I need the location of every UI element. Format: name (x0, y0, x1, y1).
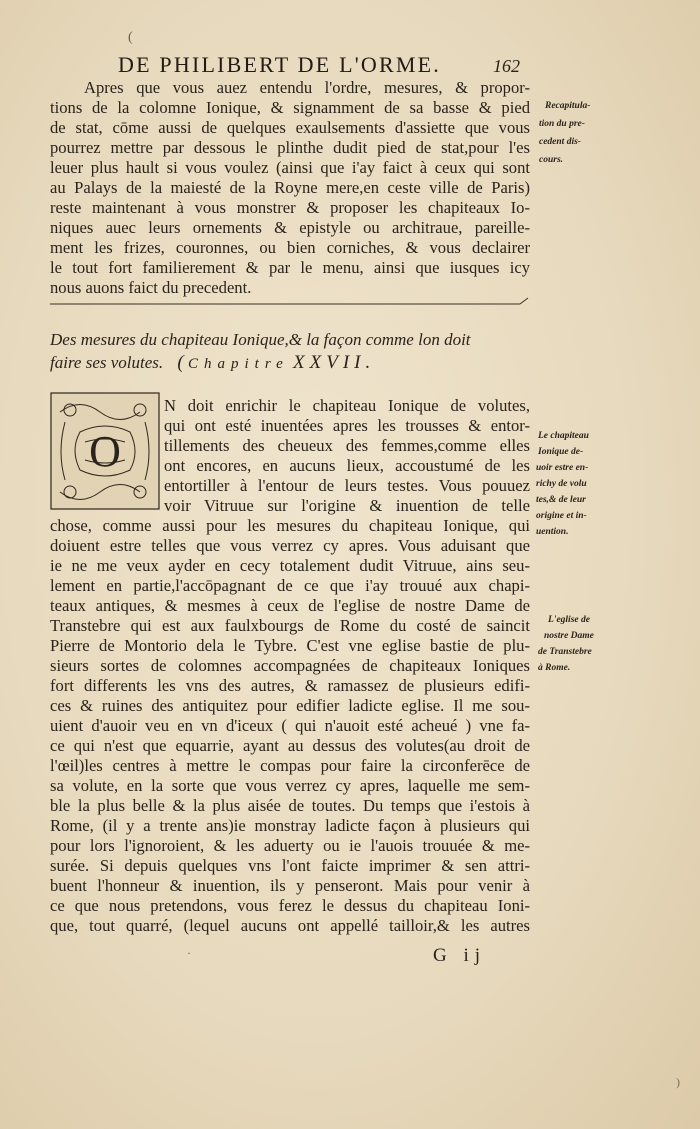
text-line: N doit enrichir le chapiteau Ionique de volutes, (164, 396, 530, 415)
text-line: sieurs sortes de colomnes accompagnées de chapiteaux Ioniques (50, 656, 530, 675)
margin-line: de Transtebre (538, 647, 592, 657)
margin-line: cedent dis- (539, 137, 581, 147)
text-line: de stat, cōme aussi de quelques exaulsements d'assiette que vous (50, 118, 530, 137)
text-line: qui ont esté inuentées apres les trousses & entor- (164, 416, 530, 435)
text-line: reste maintenant à vous monstrer & proposer les chapiteaux Io- (50, 198, 530, 217)
text-line: sa volute, en la sorte que vous verrez cy apres, laquelle me sem- (50, 776, 530, 795)
decorated-initial (50, 392, 160, 510)
margin-line: Ionique de- (538, 447, 584, 457)
text-line: tions de la colomne Ionique, & signamment de sa basse & pied (50, 98, 530, 117)
initial-letter: O (89, 427, 121, 476)
text-line: ment les frizes, couronnes, ou bien corniches, & vous declairer (50, 238, 530, 257)
text-line: ont encores, en aucuns lieux, accoustumé de les (164, 456, 530, 475)
text-line: leuer plus hault si vous voulez (ainsi que i'ay faict à ceux qui sont (50, 158, 530, 177)
folio-number: 162 (493, 56, 520, 76)
text-line: voir Vitruue sur l'origine & inuention de telle (164, 496, 530, 515)
text-line: ce qui n'est que equarrie, ayant au dessus des volutes(au droit de (50, 736, 530, 755)
text-line: chose, comme aussi pour les mesures du chapiteau Ionique, qui (50, 516, 530, 535)
open-paren: ( (177, 352, 184, 373)
text-line: le tout fort familierement & par le menu, ainsi que iusques icy (50, 258, 530, 277)
text-line: Pierre de Montorio dela le Tybre. C'est vne eglise bastie de plu- (50, 636, 530, 655)
text-line: Rome, (il y a trente ans)ie monstray ladicte façon à plusieurs qui (50, 816, 530, 835)
text-line: ce que nous pretendons, vous ferez le dessus du chapiteau Ioni- (50, 896, 530, 915)
text-line: l'œil)les centres à mettre le compas pour faire la circonferēce de (50, 756, 530, 775)
text-line: uient d'auoir veu en vn d'iceux ( qui n'auoit esté acheué ) vne fa- (50, 716, 530, 735)
margin-line: uention. (536, 527, 569, 537)
text-line: au Palays de la maiesté de la Royne mere,en ceste ville de Paris) (50, 178, 530, 197)
margin-line: Recapitula- (545, 101, 591, 111)
text-line: fort differents les vns des autres, & ramassez de plusieurs edifi- (50, 676, 530, 695)
chapitre-label: Chapitre (187, 356, 289, 372)
text-line: pour lors l'ignoroient, & les aduerty ou ie l'auois trouuée & me- (50, 836, 530, 855)
chapter-heading-cont: faire ses volutes. (50, 353, 164, 372)
margin-line: cours. (539, 155, 564, 165)
margin-line: Le chapiteau (538, 431, 589, 441)
text-line: doiuent estre telles que vous verrez cy apres. Vous aduisant que (50, 536, 530, 555)
text-line: lement en partie,l'accōpagnant de ce que i'ay trouué aux chapi- (50, 576, 530, 595)
text-line: Transtebre qui est aux faulxbourgs de Rome du costé de saincit (50, 616, 530, 635)
chapter-heading: Des mesures du chapiteau Ionique,& la façon comme lon doit (50, 330, 471, 349)
text-line: niques auec leurs ornements & epistyle ou architraue, pareille- (50, 218, 530, 237)
margin-line: origine et in- (536, 511, 587, 521)
chapter-subheading (50, 352, 510, 374)
text-line: pourrez mettre par dessous le plinthe dudit pied de stat,pour l'es (50, 138, 530, 157)
text-line: ble la plus belle & la plus aisée de toutes. Du temps que i'estois à (50, 796, 530, 815)
margin-line: richy de volu (536, 479, 587, 489)
margin-line: à Rome. (538, 663, 571, 673)
text-line: ie ne me veux ayder en cecy totalement dudit Vitruue, ains seu- (50, 556, 530, 575)
text-line: teaux antiques, & mesmes à ceux de l'eglise de nostre Dame de (50, 596, 530, 615)
text-line: que, tout quarré, (lequel aucuns ont appellé tailloir,& les autres (50, 916, 530, 935)
running-head: DE PHILIBERT DE L'ORME. (118, 52, 441, 77)
text-line: tillements des cheueux des femmes,comme elles (164, 436, 530, 455)
margin-line: uoir estre en- (536, 463, 589, 473)
text-line: buent l'honneur & inuention, ils y penseront. Mais pour venir à (50, 876, 530, 895)
text-line: entortiller à l'entour de leurs testes. Vous pouuez (164, 476, 530, 495)
paragraph-end-ornament (50, 296, 530, 310)
margin-line: tion du pre- (539, 119, 585, 129)
edge-mark: ( (128, 30, 133, 45)
margin-line: tes,& de leur (536, 495, 586, 505)
margin-line: nostre Dame (544, 631, 594, 641)
chapter-number-text: XXVII. (293, 352, 376, 373)
margin-line: L'eglise de (548, 615, 590, 625)
text-line: surée. Si depuis quelques vns l'ont faicte imprimer & sen attri- (50, 856, 530, 875)
signature-mark: G ij (433, 945, 487, 966)
text-line: Apres que vous auez entendu l'ordre, mesures, & propor- (84, 78, 530, 97)
stray-mark: · (187, 946, 191, 960)
edge-mark-bottom: ) (676, 1075, 680, 1089)
text-line: nous auons faict du precedent. (50, 278, 252, 297)
text-line: ces & ruines des antiquitez pour edifier ladicte eglise. Il me sou- (50, 696, 530, 715)
